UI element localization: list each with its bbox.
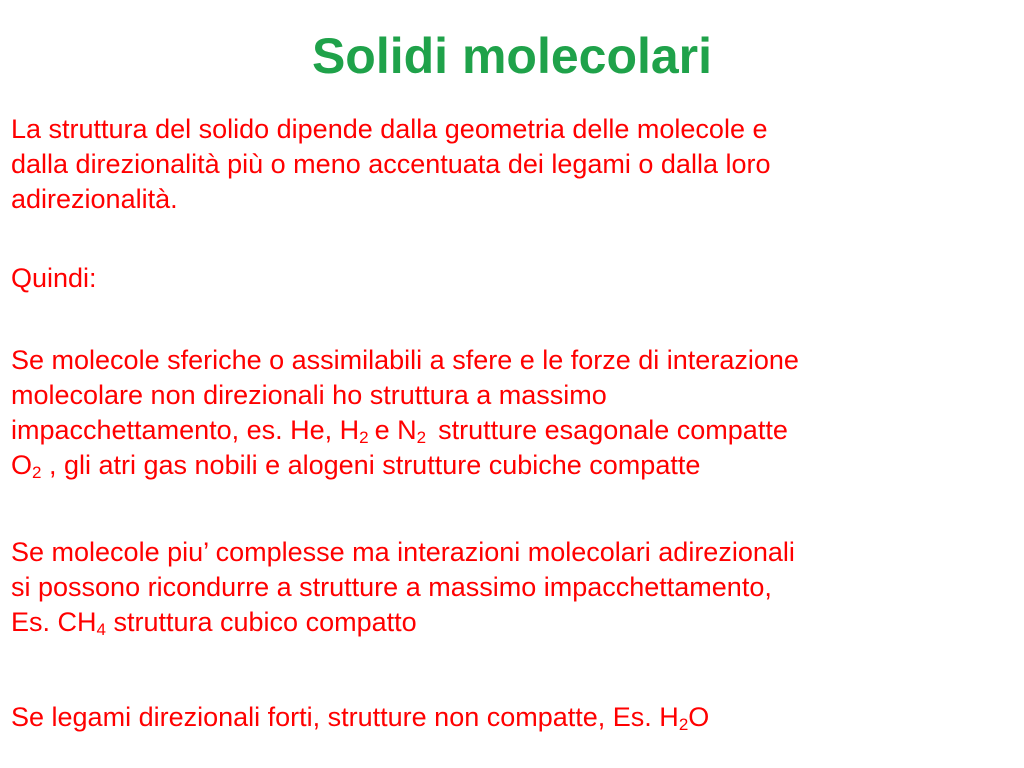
p1-line-3 xyxy=(11,413,1016,448)
p1-line-2: molecolare non direzionali ho struttura a massimo xyxy=(11,380,607,410)
p3-text-b: O xyxy=(688,702,710,732)
h2-subscript: 2 xyxy=(359,428,369,447)
quindi-label xyxy=(11,261,1016,296)
p2-line-2: si possono ricondurre a strutture a massimo impacchettamento, xyxy=(11,572,772,602)
p2-line-3-text-b: struttura cubico compatto xyxy=(105,607,417,637)
p1-line-4-text-a: O xyxy=(11,450,33,480)
paragraph-complex xyxy=(11,535,1016,640)
p1-line-3-text-a: impacchettamento, es. He, H xyxy=(11,415,360,445)
p1-line-4-text-b: , gli atri gas nobili e alogeni strutture cubiche compatte xyxy=(41,450,701,480)
intro-paragraph xyxy=(11,112,1016,217)
intro-line-1: La struttura del solido dipende dalla geometria delle molecole e xyxy=(11,114,768,144)
n2-subscript: 2 xyxy=(416,428,427,447)
p1-line-3-text-c: strutture esagonale compatte xyxy=(438,415,788,445)
p2-line-1: Se molecole piu’ complesse ma interazioni molecolari adirezionali xyxy=(11,537,795,567)
ch4-subscript: 4 xyxy=(96,620,106,639)
p2-line-3-text-a: Es. CH xyxy=(11,607,97,637)
p2-line-3 xyxy=(11,605,1016,640)
intro-line-2: dalla direzionalità più o meno accentuata dei legami o dalla loro xyxy=(11,149,771,179)
o2-subscript: 2 xyxy=(32,463,42,482)
paragraph-spherical xyxy=(11,343,1016,483)
p3-text-a: Se legami direzionali forti, strutture non compatte, Es. H xyxy=(11,702,679,732)
p1-line-3-text-b: e N xyxy=(374,415,417,445)
slide-title: Solidi molecolari xyxy=(311,28,713,84)
p3-line-1 xyxy=(11,700,1016,735)
paragraph-directional xyxy=(11,700,1016,735)
quindi-text: Quindi: xyxy=(11,263,97,293)
p1-line-4 xyxy=(11,448,1016,483)
p1-line-1: Se molecole sferiche o assimilabili a sfere e le forze di interazione xyxy=(11,345,799,375)
h2o-subscript: 2 xyxy=(678,715,689,734)
intro-line-3: adirezionalità. xyxy=(11,184,178,214)
